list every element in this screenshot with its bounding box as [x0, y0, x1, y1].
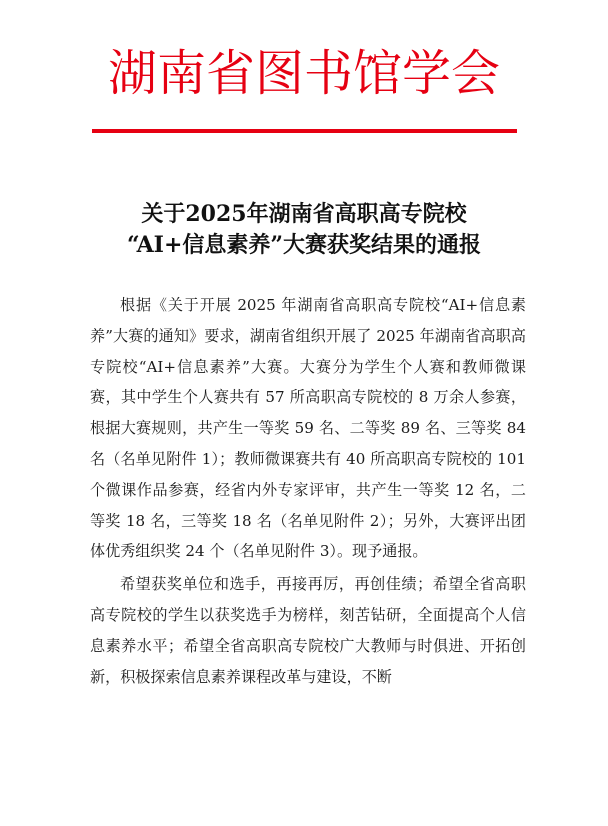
document-title-line-1: 关于2025年湖南省高职高专院校: [141, 201, 467, 227]
letterhead-org-name: 湖南省图书馆学会: [107, 45, 500, 102]
body-paragraph-2: 希望获奖单位和选手，再接再厉，再创佳绩；希望全省高职高专院校的学生以获奖选手为榜样，刻苦钻研，全面提高个人信息素养水平；希望全省高职高专院校广大教师与时俱进、开拓创新，积极探索信息素养课程改革与建设，不断: [90, 575, 526, 686]
document-body: [90, 290, 526, 692]
document-title-line-2: “AI+信息素养”大赛获奖结果的通报: [126, 232, 482, 258]
letterhead-red-rule: [92, 129, 517, 133]
body-paragraph-1: 根据《关于开展 2025 年湖南省高职高专院校“AI+信息素养”大赛的通知》要求，湖南省组织开展了 2025 年湖南省高职高专院校“AI+信息素养”大赛。大赛分为学生个人赛和教师微课赛，其中学生个人赛共有 57 所高职高专院校的 8 万余人参赛，根据大赛规则，共产生一等奖 59 名、二等奖 89 名、三等奖 84 名（名单见附件 1）；教师微课赛共有 40 所高职高专院校的 101 个微课作品参赛，经省内外专家评审，共产生一等奖 12 名，二等奖 18 名，三等奖 18 名（名单见附件 2）；另外，大赛评出团体优秀组织奖 24 个（名单见附件 3）。现予通报。: [90, 296, 526, 561]
